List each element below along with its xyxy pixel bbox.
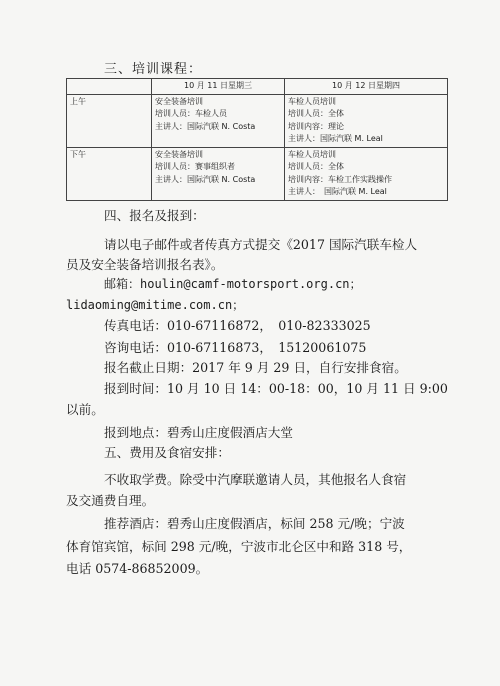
table-cell bbox=[285, 94, 448, 147]
cell-line: 培训内容：理论 bbox=[288, 121, 344, 131]
cell-line: 车检人员培训 bbox=[288, 96, 336, 106]
paragraph-line: 体育馆宾馆，标间 298 元/晚，宁波市北仑区中和路 318 号， bbox=[66, 539, 412, 554]
paragraph-line: 报名截止日期：2017 年 9 月 29 日，自行安排食宿。 bbox=[104, 360, 407, 375]
cell-line: 主讲人： 国际汽联 M. Leal bbox=[288, 187, 387, 196]
table-header-cell: 10 月 11 日星期三 bbox=[152, 79, 285, 95]
training-schedule-table bbox=[66, 78, 448, 201]
paragraph-line: 不收取学费。除受中汽摩联邀请人员，其他报名人食宿 bbox=[104, 472, 407, 487]
cell-line: 主讲人：国际汽联 M. Leal bbox=[288, 134, 383, 143]
paragraph-line: 报到时间：10 月 10 日 14：00-18：00，10 月 11 日 9:00 bbox=[104, 381, 448, 396]
section-heading-registration: 四、报名及报到： bbox=[104, 208, 205, 223]
table-cell bbox=[152, 147, 285, 200]
paragraph-line: 以前。 bbox=[66, 402, 104, 417]
cell-line: 培训人员：全体 bbox=[288, 109, 344, 118]
cell-line: 安全装备培训 bbox=[155, 96, 203, 106]
table-cell bbox=[152, 94, 285, 147]
table-row-label: 下午 bbox=[67, 147, 152, 200]
phone-line: 咨询电话：010-67116873， 15120061075 bbox=[104, 340, 367, 355]
paragraph-line: 推荐酒店：碧秀山庄度假酒店，标间 258 元/晚；宁波 bbox=[104, 516, 405, 531]
table-row-morning bbox=[67, 94, 448, 147]
cell-line: 培训内容：车检工作实践操作 bbox=[288, 174, 392, 184]
table-header-row bbox=[67, 79, 448, 95]
cell-line: 培训人员：赛事组织者 bbox=[155, 162, 235, 171]
table-row-label: 上午 bbox=[67, 94, 152, 147]
paragraph-line: 及交通费自理。 bbox=[66, 493, 155, 508]
table-header-cell: 10 月 12 日星期四 bbox=[285, 79, 448, 95]
table-header-cell bbox=[67, 79, 152, 95]
email-line: 邮箱：houlin@camf-motorsport.org.cn； bbox=[104, 277, 362, 291]
paragraph-line: 电话 0574-86852009。 bbox=[66, 561, 209, 576]
email-line: lidaoming@mitime.com.cn； bbox=[66, 298, 245, 312]
cell-line: 车检人员培训 bbox=[288, 149, 336, 159]
section-heading-fees: 五、费用及食宿安排： bbox=[104, 445, 230, 460]
section-heading-courses: 三、培训课程： bbox=[104, 62, 203, 77]
paragraph-line: 报到地点：碧秀山庄度假酒店大堂 bbox=[104, 425, 293, 440]
paragraph-line: 请以电子邮件或者传真方式提交《2017 国际汽联车检人 bbox=[104, 237, 418, 252]
cell-line: 主讲人：国际汽联 N. Costa bbox=[155, 174, 256, 184]
cell-line: 安全装备培训 bbox=[155, 149, 203, 159]
cell-line: 培训人员：全体 bbox=[288, 162, 344, 171]
paragraph-line: 员及安全装备培训报名表》。 bbox=[66, 257, 224, 272]
cell-line: 培训人员：车检人员 bbox=[155, 109, 227, 118]
table-cell bbox=[285, 147, 448, 200]
table-row-afternoon bbox=[67, 147, 448, 200]
cell-line: 主讲人：国际汽联 N. Costa bbox=[155, 121, 256, 131]
fax-line: 传真电话：010-67116872， 010-82333025 bbox=[104, 318, 371, 333]
